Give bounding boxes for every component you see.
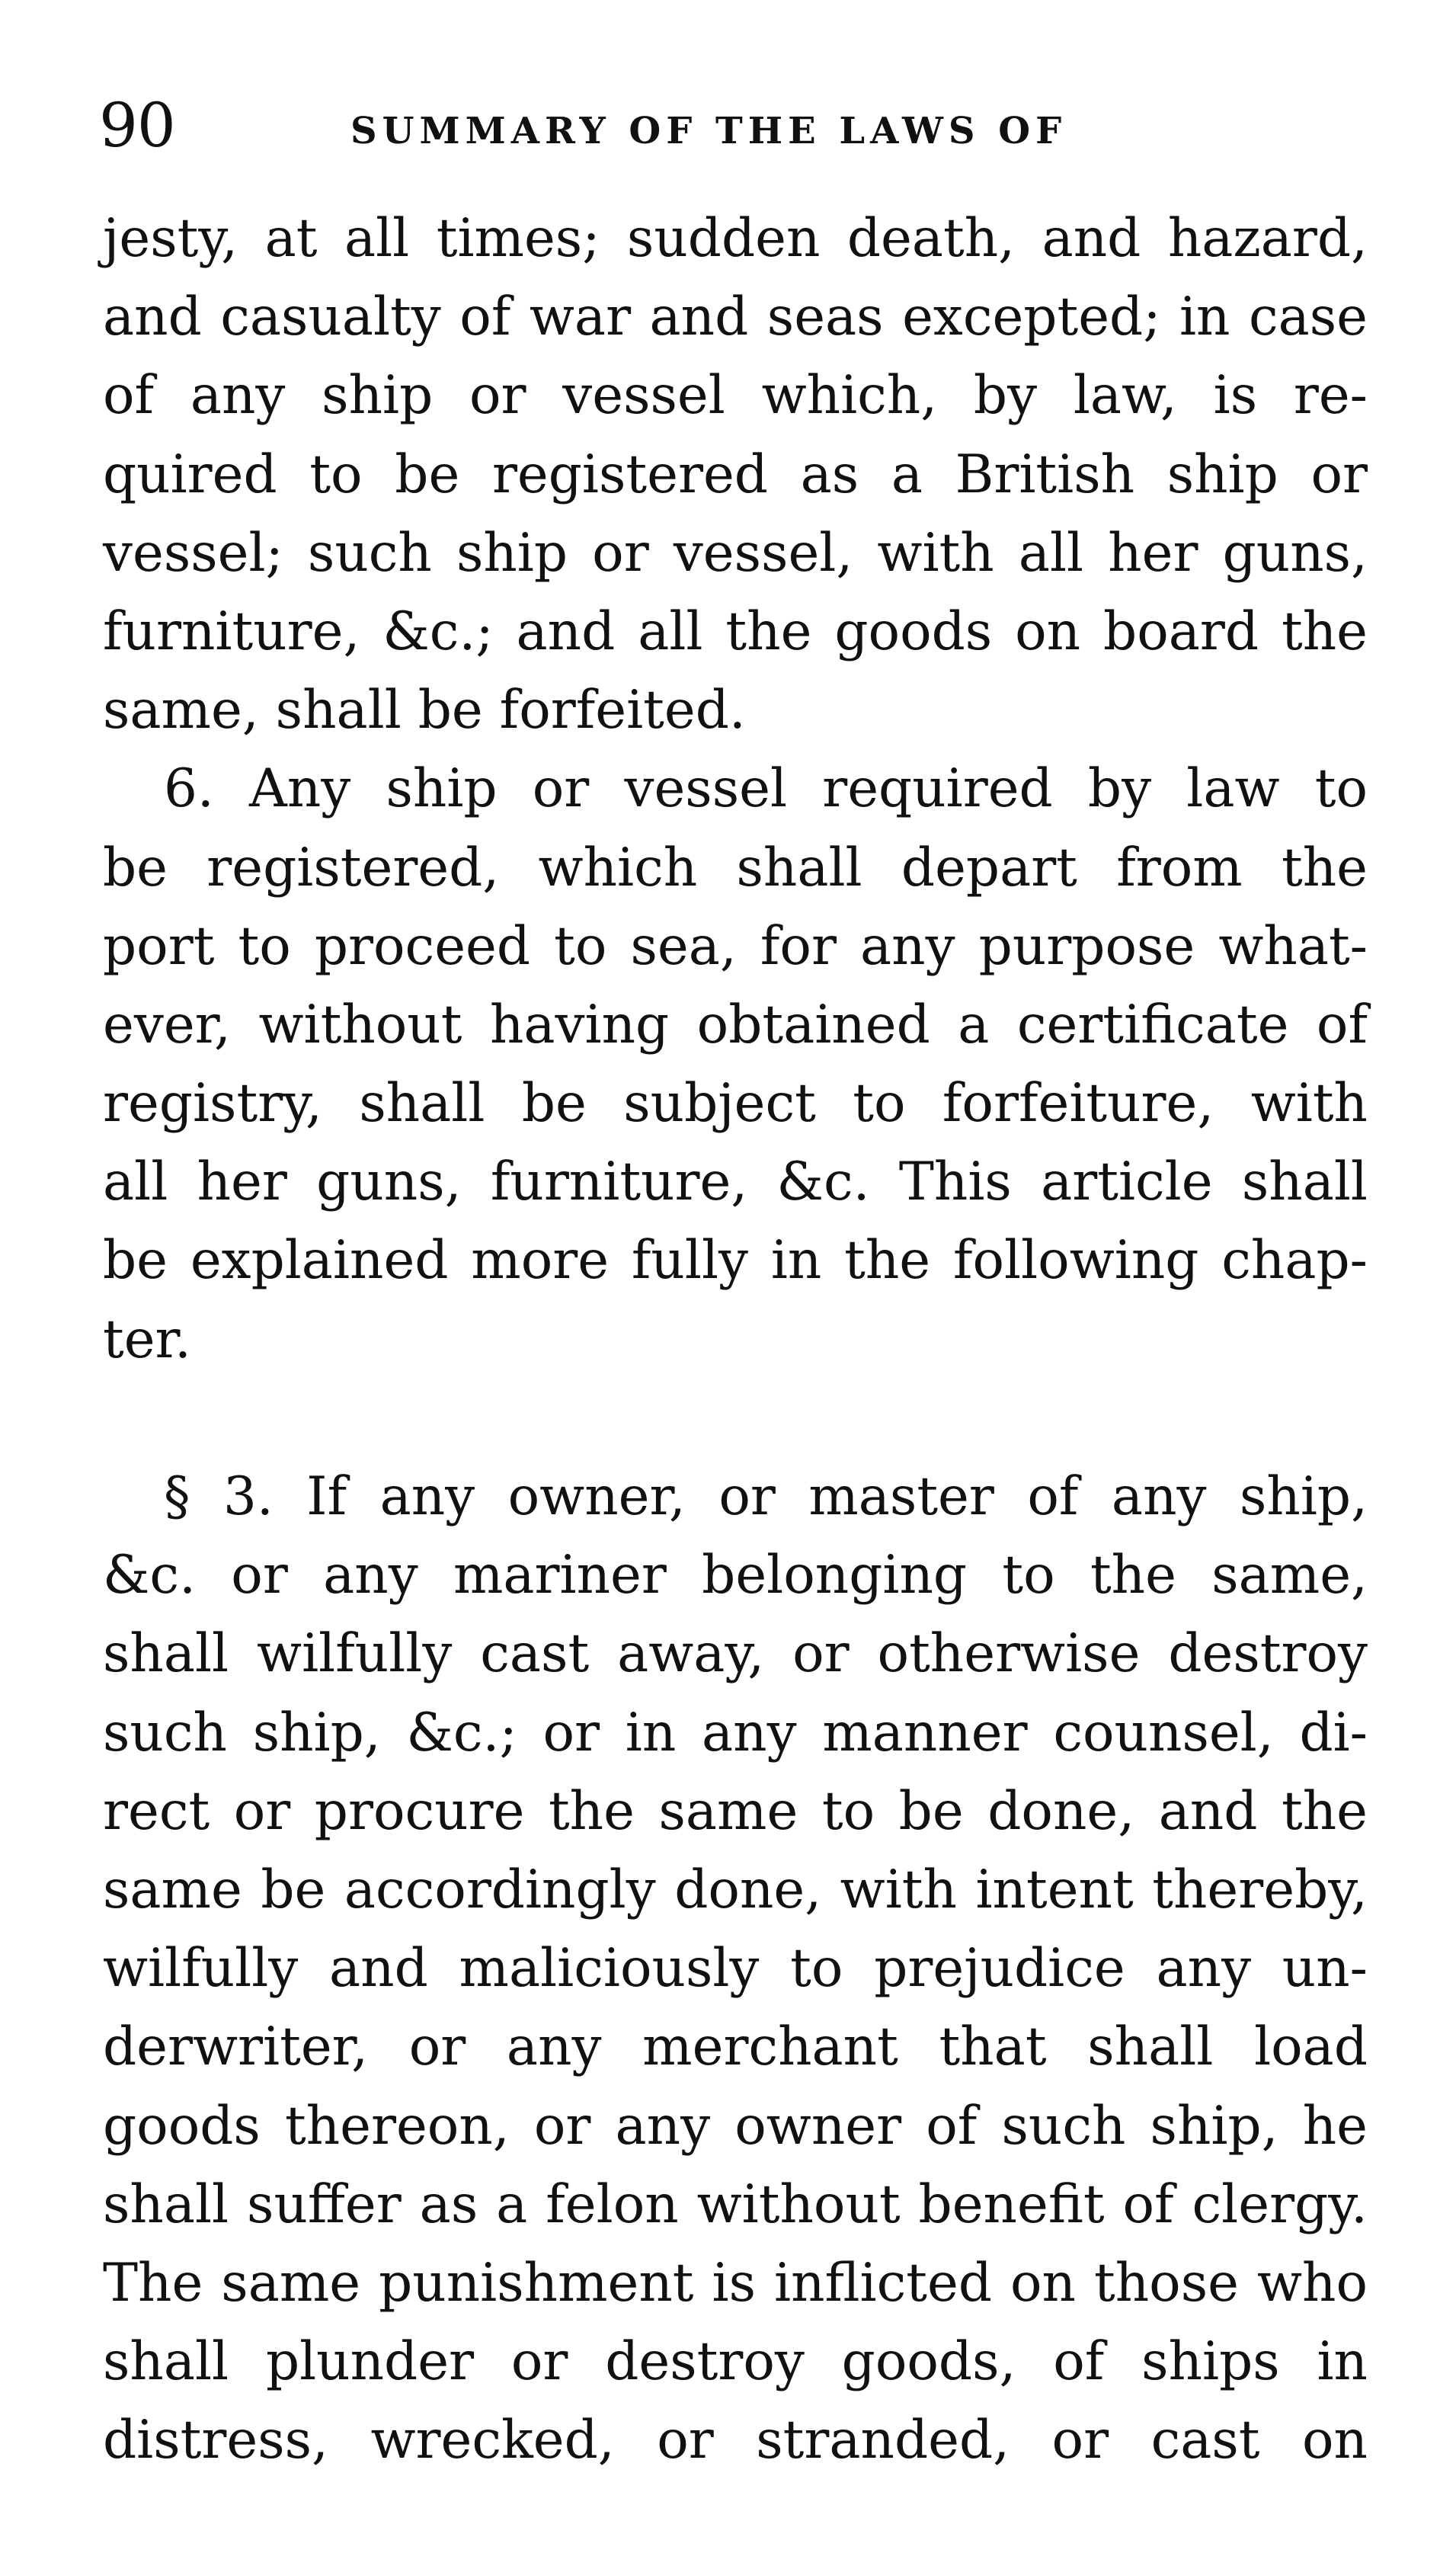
- text-line: registry, shall be subject to forfeiture, with: [103, 1073, 1368, 1135]
- paragraph-section-3: [103, 1458, 1368, 2480]
- text-line: furniture, &c.; and all the goods on board the: [103, 601, 1368, 662]
- text-line: vessel; such ship or vessel, with all her guns,: [103, 522, 1368, 584]
- page-header: [99, 91, 1364, 175]
- text-line: jesty, at all times; sudden death, and hazard,: [103, 208, 1368, 269]
- text-line: be explained more fully in the following chap-: [103, 1230, 1368, 1292]
- text-line: goods thereon, or any owner of such ship, he: [103, 2095, 1368, 2157]
- section-spacing: [103, 1379, 1368, 1458]
- page-number: 90: [99, 90, 175, 161]
- text-line: 6. Any ship or vessel required by law to: [164, 758, 1368, 820]
- body-text: [103, 200, 1368, 2480]
- text-line: same, shall be forfeited.: [103, 680, 746, 742]
- text-line: port to proceed to sea, for any purpose what-: [103, 915, 1368, 977]
- paragraph-continuation: [103, 200, 1368, 750]
- text-line: such ship, &c.; or in any manner counsel, di-: [103, 1702, 1368, 1763]
- text-line: § 3. If any owner, or master of any ship,: [164, 1466, 1368, 1527]
- text-line: all her guns, furniture, &c. This article shall: [103, 1152, 1368, 1213]
- running-title: SUMMARY OF THE LAWS OF: [350, 110, 1067, 152]
- text-line: &c. or any mariner belonging to the same,: [103, 1545, 1368, 1606]
- text-line: shall plunder or destroy goods, of ships in: [103, 2331, 1368, 2393]
- text-line: wilfully and maliciously to prejudice any un-: [103, 1938, 1368, 2000]
- text-line: ever, without having obtained a certificate of: [103, 994, 1368, 1055]
- text-line: rect or procure the same to be done, and the: [103, 1780, 1368, 1842]
- text-line: shall wilfully cast away, or otherwise destroy: [103, 1623, 1368, 1685]
- text-line: shall suffer as a felon without benefit of clergy.: [103, 2173, 1368, 2235]
- text-line: ter.: [103, 1309, 191, 1370]
- text-line: distress, wrecked, or stranded, or cast on: [103, 2410, 1368, 2471]
- text-line: The same punishment is inflicted on those who: [103, 2252, 1368, 2314]
- text-line: and casualty of war and seas excepted; in case: [103, 287, 1368, 348]
- text-line: quired to be registered as a British ship or: [103, 444, 1368, 505]
- paragraph-article-6: [103, 750, 1368, 1379]
- text-line: same be accordingly done, with intent thereby,: [103, 1859, 1368, 1920]
- text-line: be registered, which shall depart from the: [103, 837, 1368, 899]
- text-line: of any ship or vessel which, by law, is re-: [103, 365, 1368, 427]
- text-line: derwriter, or any merchant that shall load: [103, 2016, 1368, 2078]
